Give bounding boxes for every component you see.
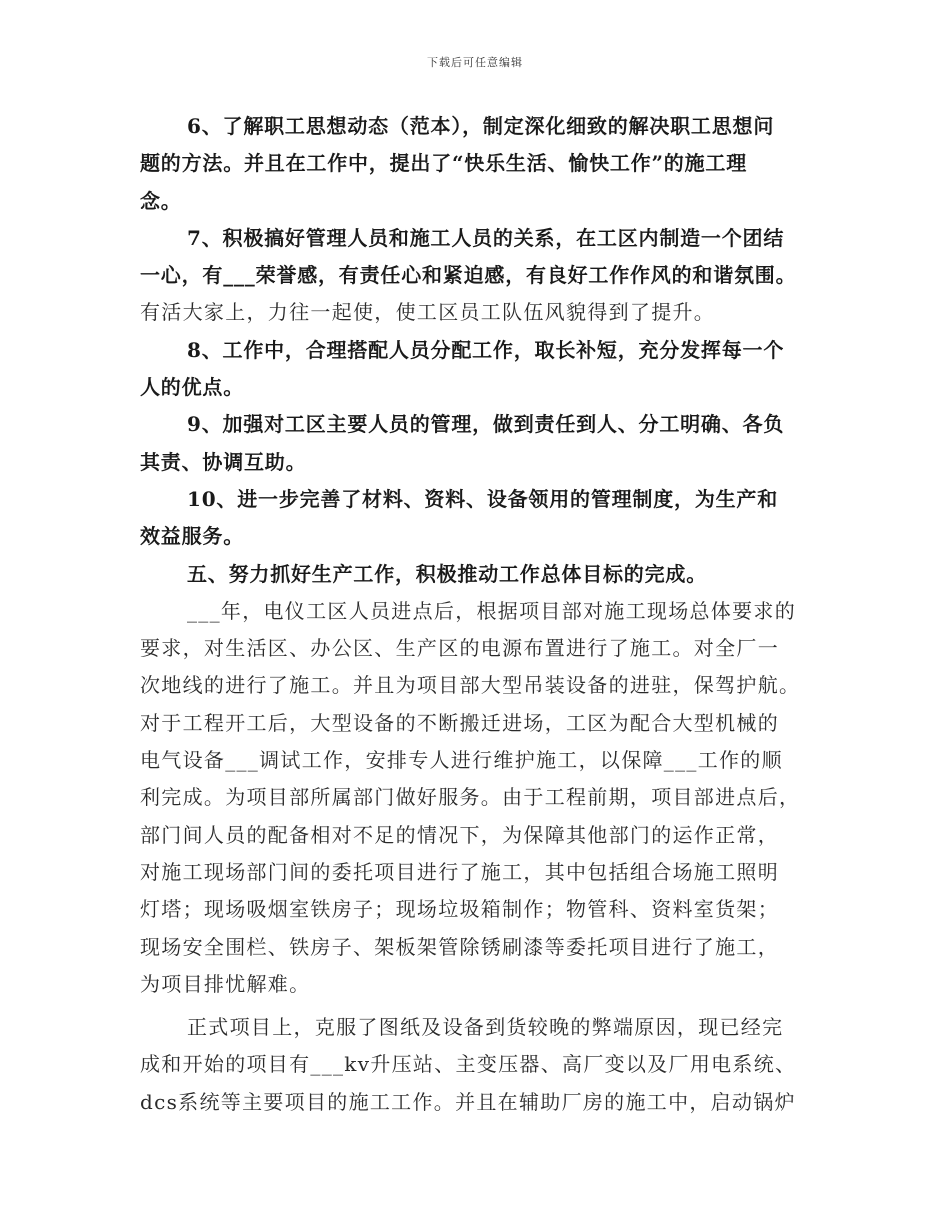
paragraph-line: 为项目排忧解难。: [140, 971, 311, 996]
document-body: [140, 108, 820, 1121]
paragraph-line: 其责、协调互助。: [140, 449, 307, 474]
paragraph-line: 6、了解职工思想动态（范本），制定深化细致的解决职工思想问: [187, 114, 775, 138]
paragraph-line: 一心，有___荣誉感，有责任心和紧迫感，有良好工作作风的和谐氛围。: [140, 263, 797, 288]
paragraph-line: 题的方法。并且在工作中，提出了“快乐生活、愉快工作”的施工理: [140, 151, 748, 176]
paragraph-line: 对施工现场部门间的委托项目进行了施工，其中包括组合场施工照明: [140, 859, 779, 884]
paragraph-line: 8、工作中，合理搭配人员分配工作，取长补短，充分发挥每一个: [187, 337, 785, 362]
paragraph-line: 人的优点。: [140, 375, 244, 400]
paragraph-line: 次地线的进行了施工。并且为项目部大型吊装设备的进驻，保驾护航。: [140, 673, 801, 698]
paragraph-line: ___年，电仪工区人员进点后，根据项目部对施工现场总体要求的: [187, 598, 796, 623]
paragraph-line: 正式项目上，克服了图纸及设备到货较晚的弊端原因，现已经完: [187, 1015, 784, 1040]
paragraph-line: 灯塔；现场吸烟室铁房子；现场垃圾箱制作；物管科、资料室货架；: [140, 897, 779, 922]
paragraph-line: 对于工程开工后，大型设备的不断搬迁进场，工区为配合大型机械的: [140, 710, 779, 735]
paragraph-line: 有活大家上，力往一起使，使工区员工队伍风貌得到了提升。: [140, 300, 716, 325]
paragraph-line: 部门间人员的配备相对不足的情况下，为保障其他部门的运作正常，: [140, 822, 779, 847]
header-note: 下载后可任意编辑: [427, 56, 523, 69]
paragraph-line: 成和开始的项目有___kv升压站、主变压器、高厂变以及厂用电系统、: [140, 1052, 797, 1077]
paragraph-line: 现场安全围栏、铁房子、架板架管除锈刷漆等委托项目进行了施工，: [140, 934, 779, 959]
paragraph-line: 效益服务。: [140, 524, 244, 549]
paragraph-line: 要求，对生活区、办公区、生产区的电源布置进行了施工。对全厂一: [140, 636, 779, 661]
paragraph-line: 9、加强对工区主要人员的管理，做到责任到人、分工明确、各负: [187, 412, 785, 437]
paragraph-line: 利完成。为项目部所属部门做好服务。由于工程前期，项目部进点后，: [140, 785, 801, 810]
paragraph-line: 7、积极搞好管理人员和施工人员的关系，在工区内制造一个团结: [187, 225, 785, 250]
section-heading: 五、努力抓好生产工作，积极推动工作总体目标的完成。: [187, 561, 707, 586]
paragraph-line: 念。: [140, 188, 182, 213]
paragraph-line: 10、进一步完善了材料、资料、设备领用的管理制度，为生产和: [187, 486, 779, 511]
paragraph-line: dcs系统等主要项目的施工工作。并且在辅助厂房的施工中，启动锅炉: [140, 1089, 796, 1114]
paragraph-line: 电气设备___调试工作，安排专人进行维护施工，以保障___工作的顺: [140, 748, 783, 773]
